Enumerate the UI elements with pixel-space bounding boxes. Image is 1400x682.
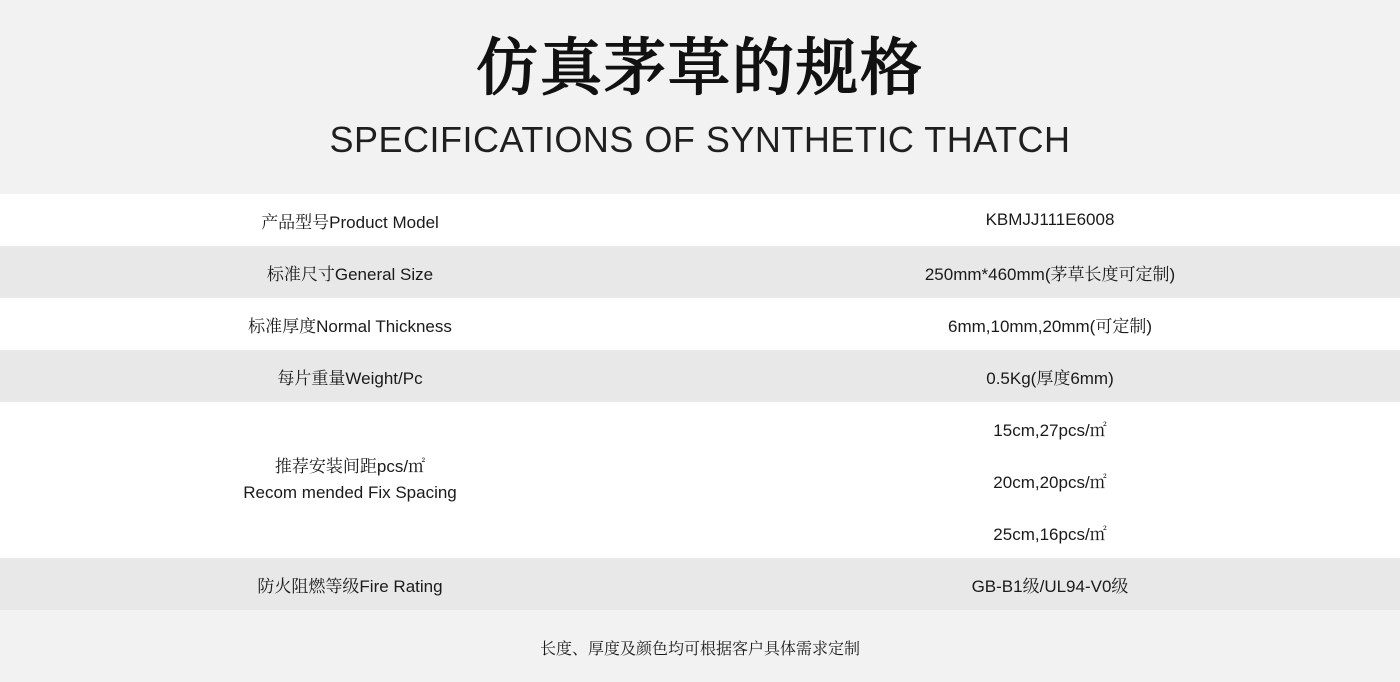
page-header: [0, 0, 1400, 161]
table-row-spacing: [0, 402, 1400, 454]
spec-label-spacing: [0, 402, 700, 558]
spec-label: 标准厚度Normal Thickness: [0, 298, 700, 350]
table-row: [0, 194, 1400, 246]
spec-value: 0.5Kg(厚度6mm): [700, 350, 1400, 402]
spec-label: 标准尺寸General Size: [0, 246, 700, 298]
spacing-label-line2: Recom mended Fix Spacing: [243, 483, 457, 503]
spacing-label-line1: 推荐安装间距pcs/㎡: [274, 456, 426, 476]
spec-value: 250mm*460mm(茅草长度可定制): [700, 246, 1400, 298]
page-title-en: SPECIFICATIONS OF SYNTHETIC THATCH: [329, 119, 1071, 161]
spec-label-fire-rating: 防火阻燃等级Fire Rating: [0, 558, 700, 610]
table-row: [0, 298, 1400, 350]
spec-value-fire-rating: GB-B1级/UL94-V0级: [700, 558, 1400, 610]
footnote: 长度、厚度及颜色均可根据客户具体需求定制: [0, 610, 1400, 682]
spec-value-spacing-3: 25cm,16pcs/㎡: [700, 506, 1400, 558]
spec-label: 每片重量Weight/Pc: [0, 350, 700, 402]
spec-label: 产品型号Product Model: [0, 194, 700, 246]
table-row: [0, 350, 1400, 402]
spec-value-spacing-1: 15cm,27pcs/㎡: [700, 402, 1400, 454]
spec-value: 6mm,10mm,20mm(可定制): [700, 298, 1400, 350]
page-title-cn: 仿真茅草的规格: [475, 34, 924, 103]
spec-value-spacing-2: 20cm,20pcs/㎡: [700, 454, 1400, 506]
table-row: [0, 246, 1400, 298]
table-row: [0, 558, 1400, 610]
spec-value: KBMJJ111E6008: [700, 194, 1400, 246]
specifications-table: [0, 194, 1400, 610]
